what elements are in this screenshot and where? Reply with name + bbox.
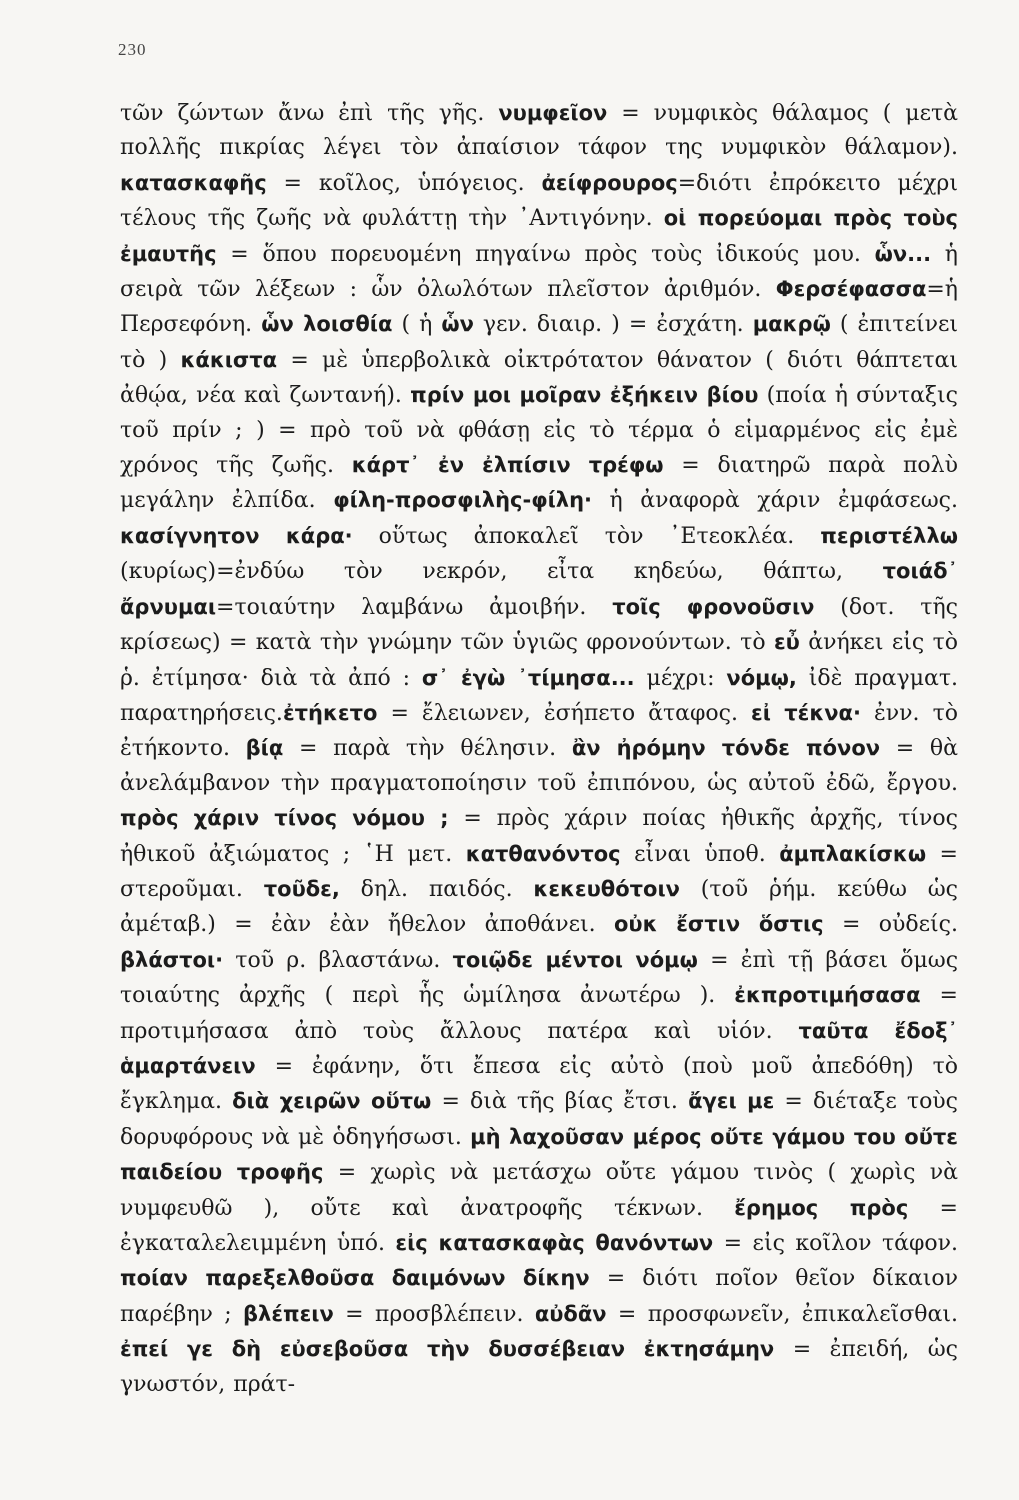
gloss-text: τῶν ζώντων ἄνω ἐπὶ τῆς γῆς. xyxy=(120,101,499,126)
lemma-term: πρίν μοι μοῖραν ἐξήκειν βίου xyxy=(410,383,759,408)
lemma-term: νόμῳ, xyxy=(726,665,797,690)
lemma-term: κεκευθότοιν xyxy=(533,876,680,901)
gloss-text: = νυμφικὸς θάλαμος ( μετὰ πολλῆς πικρίας λέγει τὸν ἀπαίσιον τάφον της νυμφικὸν θάλαμον). xyxy=(120,101,958,161)
lemma-term: κάρτ᾿ ἐν ἐλπίσιν τρέφω xyxy=(351,453,664,478)
lemma-term: εἰς κατασκαφὰς θανόντων xyxy=(395,1231,714,1255)
commentary-text xyxy=(120,96,958,1402)
gloss-text: (τοῦ ῥήμ. κεύθω ὡς ἀμέταβ.) = ἐὰν ἐὰν ἤθελον ἀποθάνει. xyxy=(120,876,958,938)
lemma-term: ἔρημος πρὸς xyxy=(734,1195,909,1220)
lemma-term: ἐτήκετο xyxy=(282,700,378,725)
gloss-text: = διότι ποῖον θεῖον δίκαιον παρέβην ; xyxy=(120,1266,958,1327)
lemma-term: αὐδᾶν xyxy=(534,1301,607,1326)
gloss-text: ( ἡ xyxy=(392,312,442,338)
lemma-term: τοῦδε, xyxy=(263,876,340,901)
gloss-text: = προτιμήσασα ἀπὸ τοὺς ἄλλους πατέρα καὶ υἱόν. xyxy=(120,983,958,1044)
gloss-text: ἰδὲ πραγματ. παρατηρήσεις. xyxy=(120,665,959,726)
gloss-text: = διατηρῶ παρὰ πολὺ μεγάλην ἐλπίδα. xyxy=(120,453,958,514)
gloss-text: γεν. διαιρ. ) = ἐσχάτη. xyxy=(473,312,753,338)
gloss-text: ἐνν. τὸ ἐτήκοντο. xyxy=(120,700,959,762)
gloss-text: (δοτ. τῆς κρίσεως) = κατὰ τὴν γνώμην τῶν ὑγιῶς φρονούντων. τὸ xyxy=(120,594,958,656)
gloss-text: ( ἐπιτείνει τὸ ) xyxy=(120,312,958,373)
lemma-term: ἐκπροτιμήσασα xyxy=(734,983,921,1008)
lemma-term: κατασκαφῆς xyxy=(120,170,267,195)
gloss-text: = ἐπειδή, ὡς γνωστόν, πράτ- xyxy=(120,1337,959,1397)
lemma-term: οἱ πορεύομαι πρὸς τοὺς ἐμαυτῆς xyxy=(120,206,959,266)
lemma-term: ἀμπλακίσκω xyxy=(779,841,927,866)
lemma-term: βίᾳ xyxy=(245,736,284,761)
lemma-term: κατθανόντος xyxy=(465,841,621,866)
gloss-text: = πρὸς χάριν ποίας ἠθικῆς ἀρχῆς, τίνος ἠθικοῦ ἀξιώματος ; ῾Η μετ. xyxy=(120,806,958,867)
lemma-term: τοιῷδε μέντοι νόμῳ xyxy=(452,947,698,972)
gloss-text: = ἐπὶ τῇ βάσει ὅμως τοιαύτης ἀρχῆς ( περὶ ἧς ὡμίλησα ἀνωτέρω ). xyxy=(120,947,959,1009)
gloss-text: = κοῖλος, ὑπόγειος. xyxy=(266,170,542,196)
lemma-term: μὴ λαχοῦσαν μέρος οὔτε γάμου του οὔτε παιδείου τροφῆς xyxy=(120,1124,958,1185)
lemma-term: ἂν ἠρόμην τόνδε πόνον xyxy=(571,736,881,761)
gloss-text: = διὰ τῆς βίας ἔτσι. xyxy=(431,1089,689,1115)
gloss-text: = παρὰ τὴν θέλησιν. xyxy=(283,736,572,762)
gloss-text: τοῦ ρ. βλαστάνω. xyxy=(223,947,453,973)
lemma-term: πρὸς χάριν τίνος νόμου ; xyxy=(120,806,449,831)
lemma-term: ποίαν παρεξελθοῦσα δαιμόνων δίκην xyxy=(120,1266,590,1291)
gloss-text: εἶναι ὑποθ. xyxy=(620,841,780,867)
gloss-text: = ἐγκαταλελειμμένη ὑπό. xyxy=(120,1195,958,1256)
gloss-text: = οὐδείς. xyxy=(823,912,959,938)
gloss-text: δηλ. παιδός. xyxy=(339,876,534,902)
gloss-text: ἡ ἀναφορὰ χάριν ἐμφάσεως. xyxy=(592,488,958,514)
lemma-term: βλάστοι· xyxy=(120,947,224,972)
lemma-term: περιστέλλω xyxy=(820,523,958,548)
gloss-text: = προσφωνεῖν, ἐπικαλεῖσθαι. xyxy=(606,1301,958,1327)
gloss-text: = θὰ ἀνελάμβανον τὴν πραγματοποίησιν τοῦ ἐπιπόνου, ὡς αὐτοῦ ἐδῶ, ἔργου. xyxy=(120,736,958,796)
gloss-text: (ποία ἡ σύνταξις τοῦ πρίν ; ) = πρὸ τοῦ νὰ φθάσῃ εἰς τὸ τέρμα ὁ εἱμαρμένος εἰς ἐμὲ χρόνος τῆς ζωῆς. xyxy=(120,383,958,479)
lemma-term: ὧν xyxy=(441,312,474,337)
lemma-term: τοιάδ᾿ ἄρνυμαι xyxy=(120,559,958,619)
page-number: 230 xyxy=(118,40,147,59)
gloss-text: = διέταξε τοὺς δορυφόρους νὰ μὲ ὁδηγήσωσι. xyxy=(120,1089,959,1150)
lemma-term: ὧν λοισθία xyxy=(261,312,393,337)
gloss-text: =διότι ἐπρόκειτο μέχρι τέλους τῆς ζωῆς νὰ φυλάττῃ τὴν ᾿Αντιγόνην. xyxy=(120,170,958,232)
lemma-term: μακρῷ xyxy=(752,312,831,337)
gloss-text: = μὲ ὑπερβολικὰ οἰκτρότατον θάνατον ( διότι θάπτεται ἀθῴα, νέα καὶ ζωντανή). xyxy=(120,347,958,409)
lemma-term: φίλη-προσφιλὴς-φίλη· xyxy=(333,488,593,513)
lemma-term: βλέπειν xyxy=(243,1301,334,1326)
lemma-term: εὖ xyxy=(773,630,800,655)
lemma-term: οὐκ ἔστιν ὅστις xyxy=(614,912,824,937)
lemma-term: κασίγνητον κάρα· xyxy=(120,523,353,548)
gloss-text: = χωρὶς νὰ μετάσχω οὔτε γάμου τινὸς ( χωρὶς νὰ νυμφευθῶ ), οὔτε καὶ ἀνατροφῆς τέκνων. xyxy=(120,1160,958,1221)
gloss-text: = ἔλειωνεν, ἐσήπετο ἄταφος. xyxy=(377,700,752,726)
lemma-term: ἄγει με xyxy=(688,1089,775,1114)
gloss-text: =ἡ Περσεφόνη. xyxy=(120,277,958,338)
gloss-text: = ἐφάνην, ὅτι ἔπεσα εἰς αὐτὸ (ποὺ μοῦ ἀπεδόθη) τὸ ἔγκλημα. xyxy=(120,1053,958,1115)
lemma-term: ταῦτα ἔδοξ᾿ ἁμαρτάνειν xyxy=(120,1018,958,1078)
lemma-term: ἐπεί γε δὴ εὐσεβοῦσα τὴν δυσσέβειαν ἐκτησάμην xyxy=(120,1337,775,1362)
gloss-text: (κυρίως)=ἐνδύω τὸν νεκρόν, εἶτα κηδεύω, θάπτω, xyxy=(120,559,883,585)
lemma-term: νυμφεῖον xyxy=(498,101,608,125)
gloss-text: = εἰς κοῖλον τάφον. xyxy=(713,1231,958,1256)
lemma-term: διὰ χειρῶν οὕτω xyxy=(232,1089,432,1114)
gloss-text: ἡ σειρὰ τῶν λέξεων : ὧν ὀλωλότων πλεῖστον ἀριθμόν. xyxy=(120,241,958,303)
lemma-term: ὧν... xyxy=(874,241,932,266)
gloss-text: = προσβλέπειν. xyxy=(333,1301,535,1327)
gloss-text: οὕτως ἀποκαλεῖ τὸν ᾿Ετεοκλέα. xyxy=(352,523,821,549)
gloss-text: μέχρι: xyxy=(634,665,727,691)
lemma-term: Φερσέφασσα xyxy=(775,277,927,302)
gloss-text: = ὅπου πορευομένη πηγαίνω πρὸς τοὺς ἰδικούς μου. xyxy=(216,241,875,267)
lemma-term: κάκιστα xyxy=(180,347,278,372)
lemma-term: σ᾿ ἐγὼ ᾿τίμησα... xyxy=(421,665,635,690)
lemma-term: εἰ τέκνα· xyxy=(751,700,861,725)
gloss-text: ἀνήκει εἰς τὸ ῥ. ἐτίμησα· διὰ τὰ ἀπό : xyxy=(120,630,958,691)
lemma-term: ἀείφρουρος xyxy=(541,170,678,195)
gloss-text: = στεροῦμαι. xyxy=(120,841,958,902)
gloss-text: =τοιαύτην λαμβάνω ἀμοιβήν. xyxy=(216,594,613,620)
lemma-term: τοῖς φρονοῦσιν xyxy=(612,594,815,619)
